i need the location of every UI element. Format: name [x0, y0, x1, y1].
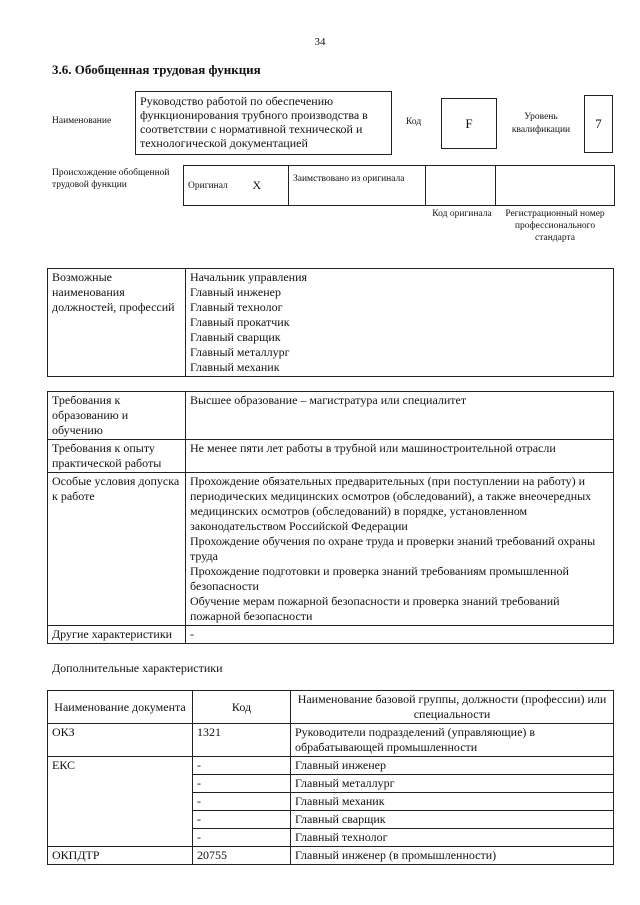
level-value: 7: [584, 95, 613, 153]
requirement-label: Другие характеристики: [48, 626, 186, 644]
header-code: Код: [193, 691, 291, 724]
requirement-value: [186, 392, 614, 440]
doc-cell: [48, 829, 193, 847]
doc-cell: [48, 793, 193, 811]
code-cell: -: [193, 793, 291, 811]
position-item: Начальник управления: [190, 270, 308, 284]
requirement-value: [186, 473, 614, 626]
origin-label: Происхождение обобщенной трудовой функции: [52, 168, 170, 190]
code-cell: -: [193, 757, 291, 775]
positions-list: [186, 269, 614, 377]
table-row: [48, 829, 614, 847]
caption-origin-code: Код оригинала: [432, 209, 492, 219]
additional-title: Дополнительные характеристики: [52, 661, 223, 675]
table-row: [48, 724, 614, 757]
page-number: 34: [314, 36, 326, 48]
requirement-label: Требования к опыту практической работы: [48, 440, 186, 473]
positions-table: [47, 268, 614, 377]
origin-table: [183, 165, 615, 206]
original-label: Оригинал: [184, 166, 249, 206]
code-cell: -: [193, 829, 291, 847]
position-item: Главный металлург: [190, 345, 290, 359]
level-label: Уровень квалификации: [511, 112, 571, 135]
code-cell: -: [193, 811, 291, 829]
origin-code-cell: [426, 166, 496, 206]
table-row: [48, 775, 614, 793]
group-cell: Главный механик: [291, 793, 614, 811]
table-row: [48, 811, 614, 829]
additional-table: [47, 690, 614, 865]
requirement-row: [48, 440, 614, 473]
requirement-value: [186, 440, 614, 473]
requirement-line: Прохождение подготовки и проверка знаний требованиям промышленной безопасности: [190, 564, 569, 593]
requirement-line: Высшее образование – магистратура или специалитет: [190, 393, 467, 407]
position-item: Главный прокатчик: [190, 315, 290, 329]
function-name-box: Руководство работой по обеспечению функционирования трубного производства в соответствии с нормативной технической и технологической документацией: [135, 91, 392, 155]
requirement-line: Обучение мерам пожарной безопасности и проверка знаний требований пожарной безопасности: [190, 594, 560, 623]
doc-cell: [48, 811, 193, 829]
code-cell: -: [193, 775, 291, 793]
group-cell: Главный инженер: [291, 757, 614, 775]
name-label: Наименование: [52, 116, 112, 126]
code-cell: 1321: [193, 724, 291, 757]
requirement-line: Прохождение обязательных предварительных (при поступлении на работу) и периодических медицинских осмотров (обследований), а также внеочередных медицинских осмотров (обследований) в порядке, установленном законодательством Российской Федерации: [190, 474, 592, 533]
origin-reg-cell: [496, 166, 615, 206]
header-group: Наименование базовой группы, должности (профессии) или специальности: [291, 691, 614, 724]
position-item: Главный технолог: [190, 300, 283, 314]
requirement-line: Прохождение обучения по охране труда и проверки знаний требований охраны труда: [190, 534, 596, 563]
section-title: 3.6. Обобщенная трудовая функция: [52, 62, 261, 77]
requirement-line: Не менее пяти лет работы в трубной или машиностроительной отрасли: [190, 441, 556, 455]
doc-cell: ОКПДТР: [48, 847, 193, 865]
code-cell: 20755: [193, 847, 291, 865]
requirement-label: Особые условия допуска к работе: [48, 473, 186, 626]
caption-reg-number: Регистрационный номер профессионального стандарта: [505, 209, 605, 243]
requirement-value: [186, 626, 614, 644]
requirement-label: Требования к образованию и обучению: [48, 392, 186, 440]
requirements-table: [47, 391, 614, 644]
group-cell: Руководители подразделений (управляющие) в обрабатывающей промышленности: [291, 724, 614, 757]
doc-cell: ЕКС: [48, 757, 193, 775]
code-value: F: [441, 98, 497, 149]
group-cell: Главный инженер (в промышленности): [291, 847, 614, 865]
group-cell: Главный технолог: [291, 829, 614, 847]
positions-label: Возможные наименования должностей, профессий: [48, 269, 186, 377]
table-row: [48, 793, 614, 811]
code-label: Код: [406, 117, 422, 127]
doc-cell: ОКЗ: [48, 724, 193, 757]
header-document: Наименование документа: [48, 691, 193, 724]
table-row: [48, 847, 614, 865]
group-cell: Главный металлург: [291, 775, 614, 793]
position-item: Главный инженер: [190, 285, 281, 299]
position-item: Главный сварщик: [190, 330, 281, 344]
doc-cell: [48, 775, 193, 793]
group-cell: Главный сварщик: [291, 811, 614, 829]
borrowed-label: Заимствовано из оригинала: [289, 166, 426, 206]
requirement-row: [48, 392, 614, 440]
requirement-row: [48, 473, 614, 626]
original-mark: X: [249, 166, 289, 206]
requirement-line: -: [190, 627, 194, 641]
requirement-row: [48, 626, 614, 644]
table-row: [48, 757, 614, 775]
position-item: Главный механик: [190, 360, 280, 374]
